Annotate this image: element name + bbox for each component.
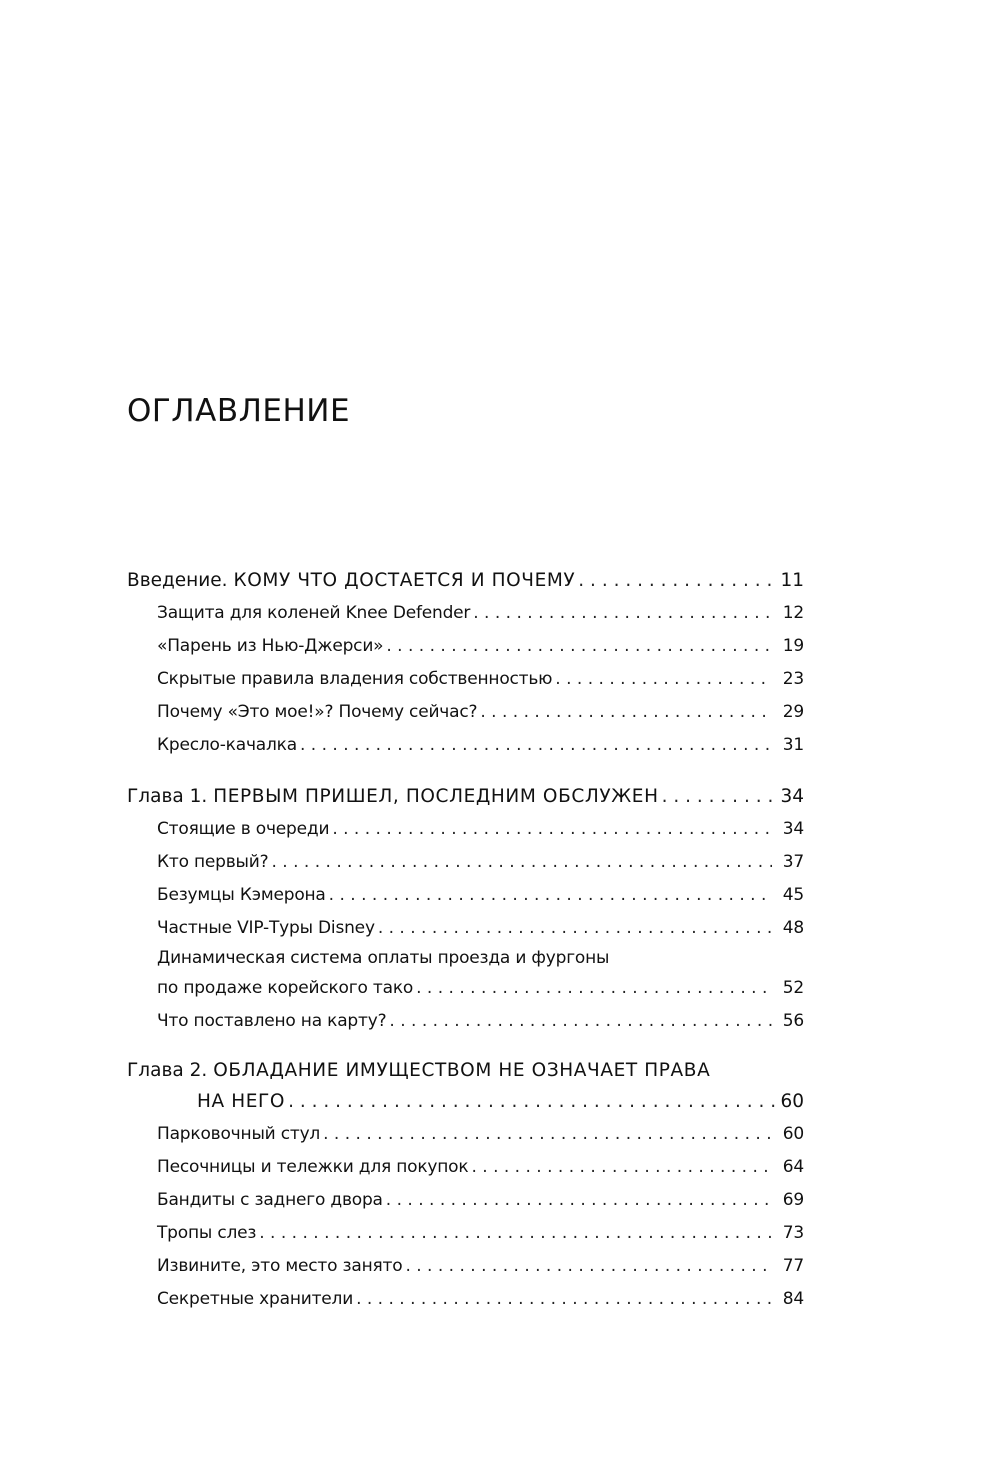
dot-leader: [323, 1118, 772, 1151]
dot-leader: [386, 630, 771, 663]
dot-leader: [578, 564, 775, 597]
toc-entry[interactable]: [127, 1184, 804, 1217]
page-number: 48: [782, 918, 804, 938]
dot-leader: [329, 879, 772, 912]
entry-title: Скрытые правила владения собственностью: [157, 669, 553, 689]
page-number: 60: [782, 1124, 804, 1144]
toc-entry[interactable]: [127, 1283, 804, 1316]
entry-title: Безумцы Кэмерона: [157, 885, 326, 905]
toc-entry[interactable]: [127, 1118, 804, 1151]
page-number: 84: [782, 1289, 804, 1309]
entry-title: Что поставлено на карту?: [157, 1011, 387, 1031]
toc-entry[interactable]: [127, 1250, 804, 1283]
page-number: 12: [782, 603, 804, 623]
entry-title-line-2: по продаже корейского тако: [157, 978, 414, 998]
entry-title: Бандиты с заднего двора: [157, 1190, 383, 1210]
dot-leader: [480, 696, 771, 729]
entry-title: Защита для коленей Knee Defender: [157, 603, 471, 623]
page-number: 29: [782, 702, 804, 722]
entry-title: Тропы слез: [157, 1223, 257, 1243]
chapter-title-line-2: НА НЕГО: [197, 1091, 286, 1112]
chapter-label: Глава 1.: [127, 786, 208, 807]
dot-leader: [300, 729, 772, 762]
toc-chapter-entry[interactable]: [127, 780, 804, 813]
page-number: 11: [780, 570, 804, 591]
page-number: 31: [782, 735, 804, 755]
toc-entry[interactable]: [127, 696, 804, 729]
dot-leader: [416, 972, 772, 1005]
chapter-label: Глава 2.: [127, 1060, 208, 1081]
dot-leader: [288, 1085, 775, 1118]
page-number: 69: [782, 1190, 804, 1210]
dot-leader: [259, 1217, 772, 1250]
page-number: 34: [782, 819, 804, 839]
entry-title: Почему «Это мое!»? Почему сейчас?: [157, 702, 478, 722]
toc-entry[interactable]: [127, 630, 804, 663]
page-number: 45: [782, 885, 804, 905]
page-number: 56: [782, 1011, 804, 1031]
chapter-title: ПЕРВЫМ ПРИШЕЛ, ПОСЛЕДНИМ ОБСЛУЖЕН: [213, 786, 659, 807]
page-number: 73: [782, 1223, 804, 1243]
dot-leader: [473, 597, 772, 630]
toc-entry[interactable]: [127, 846, 804, 879]
entry-title: Стоящие в очереди: [157, 819, 330, 839]
page-number: 37: [782, 852, 804, 872]
entry-title-line-1: Динамическая система оплаты проезда и фургоны: [157, 948, 610, 968]
page-title: ОГЛАВЛЕНИЕ: [127, 393, 351, 429]
toc-entry-multiline[interactable]: [127, 945, 804, 972]
page-number: 77: [782, 1256, 804, 1276]
toc-entry[interactable]: [127, 1005, 804, 1038]
dot-leader: [386, 1184, 772, 1217]
toc-chapter-entry[interactable]: [127, 564, 804, 597]
dot-leader: [471, 1151, 771, 1184]
dot-leader: [378, 912, 772, 945]
toc-entry-continuation[interactable]: [127, 972, 804, 1005]
dot-leader: [405, 1250, 771, 1283]
table-of-contents: [127, 564, 804, 1334]
chapter-title-line-1: ОБЛАДАНИЕ ИМУЩЕСТВОМ НЕ ОЗНАЧАЕТ ПРАВА: [213, 1060, 711, 1081]
entry-title: Кресло-качалка: [157, 735, 297, 755]
toc-section-chapter-2: [127, 1056, 804, 1316]
page-number: 52: [782, 978, 804, 998]
entry-title: Песочницы и тележки для покупок: [157, 1157, 469, 1177]
toc-entry[interactable]: [127, 1217, 804, 1250]
toc-section-chapter-1: [127, 780, 804, 1038]
toc-entry[interactable]: [127, 729, 804, 762]
toc-entry[interactable]: [127, 597, 804, 630]
toc-entry[interactable]: [127, 663, 804, 696]
entry-title: Частные VIP-Туры Disney: [157, 918, 375, 938]
toc-entry[interactable]: [127, 813, 804, 846]
page-number: 34: [780, 786, 804, 807]
toc-entry[interactable]: [127, 1151, 804, 1184]
entry-title: «Парень из Нью-Джерси»: [157, 636, 384, 656]
dot-leader: [271, 846, 771, 879]
dot-leader: [662, 780, 776, 813]
page-number: 64: [782, 1157, 804, 1177]
dot-leader: [356, 1283, 772, 1316]
chapter-title: КОМУ ЧТО ДОСТАЕТСЯ И ПОЧЕМУ: [233, 570, 576, 591]
dot-leader: [332, 813, 771, 846]
toc-chapter-continuation[interactable]: [127, 1085, 804, 1118]
page-number: 23: [782, 669, 804, 689]
toc-entry[interactable]: [127, 912, 804, 945]
page-number: 19: [782, 636, 804, 656]
entry-title: Кто первый?: [157, 852, 269, 872]
page-number: 60: [780, 1091, 804, 1112]
toc-section-introduction: [127, 564, 804, 762]
dot-leader: [555, 663, 771, 696]
toc-chapter-entry-multiline[interactable]: [127, 1056, 804, 1085]
entry-title: Парковочный стул: [157, 1124, 321, 1144]
chapter-label: Введение.: [127, 570, 228, 591]
toc-entry[interactable]: [127, 879, 804, 912]
entry-title: Извините, это место занято: [157, 1256, 403, 1276]
entry-title: Секретные хранители: [157, 1289, 354, 1309]
dot-leader: [389, 1005, 771, 1038]
